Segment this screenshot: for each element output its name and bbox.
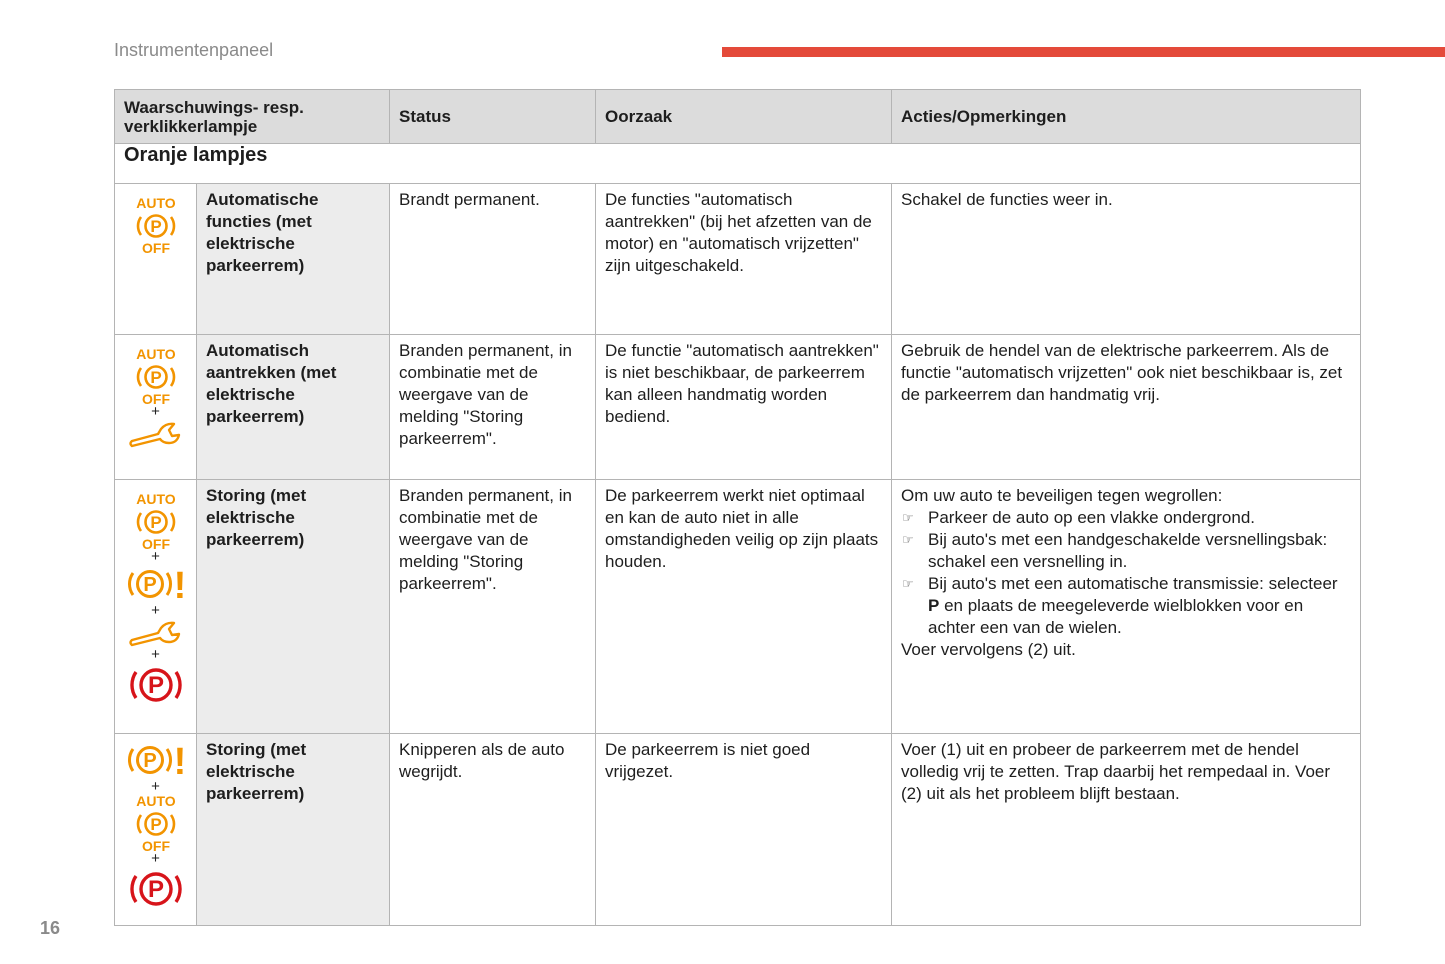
lamp-icons-cell [115, 184, 197, 335]
cause-cell: De functies "automatisch aantrekken" (bij het afzetten van de motor) en "automatisch vrijzetten" zijn uitgeschakeld. [596, 184, 892, 335]
svg-text:OFF: OFF [141, 536, 170, 550]
svg-text:P: P [149, 815, 162, 834]
svg-text:AUTO: AUTO [135, 347, 176, 362]
status-cell: Branden permanent, in combinatie met de weergave van de melding "Storing parkeerrem". [390, 480, 596, 734]
cause-cell: De parkeerrem werkt niet optimaal en kan de auto niet in alle omstandigheden veilig op zijn plaats houden. [596, 480, 892, 734]
wrench-icon [115, 618, 196, 648]
column-header-lamp: Waarschuwings- resp. verklikkerlampje [115, 90, 390, 144]
header-accent-bar [722, 47, 1445, 57]
lamp-name: Automatische functies (met elektrische parkeerrem) [197, 184, 390, 335]
park-brake-warning-icon [115, 740, 196, 780]
lamp-icons-cell [115, 480, 197, 734]
actions-intro: Om uw auto te beveiligen tegen wegrollen: [901, 486, 1223, 505]
table-row [115, 734, 1361, 926]
svg-text:AUTO: AUTO [135, 196, 176, 211]
actions-cell [892, 480, 1361, 734]
svg-text:AUTO: AUTO [135, 794, 176, 809]
svg-text:!: ! [173, 741, 186, 780]
lamp-name: Storing (met elektrische parkeerrem) [197, 480, 390, 734]
auto-park-brake-icon [115, 492, 196, 550]
table-row [115, 184, 1361, 335]
auto-park-brake-icon [115, 794, 196, 852]
svg-text:OFF: OFF [141, 391, 170, 405]
hand-bullet-icon: ☞ [902, 532, 914, 547]
list-item: ☞ Parkeer de auto op een vlakke ondergrond. [902, 508, 1256, 527]
plus-sign: + [151, 403, 160, 420]
svg-text:OFF: OFF [141, 240, 170, 254]
auto-park-brake-icon [115, 196, 196, 254]
hand-bullet-icon: ☞ [902, 576, 914, 591]
svg-text:P: P [147, 876, 164, 903]
lamp-icons-cell [115, 734, 197, 926]
hand-bullet-icon: ☞ [902, 510, 914, 525]
cause-cell: De functie "automatisch aantrekken" is niet beschikbaar, de parkeerrem kan alleen handmatig worden bediend. [596, 335, 892, 480]
park-brake-warning-icon [115, 564, 196, 604]
column-header-status: Status [390, 90, 596, 144]
warning-lamps-table [114, 89, 1361, 926]
lamp-icons-cell [115, 335, 197, 480]
table-row [115, 335, 1361, 480]
cause-cell: De parkeerrem is niet goed vrijgezet. [596, 734, 892, 926]
table-row [115, 480, 1361, 734]
table-header-row [115, 90, 1361, 144]
actions-cell: Schakel de functies weer in. [892, 184, 1361, 335]
header-title: Instrumentenpaneel [114, 40, 274, 60]
lamp-name: Automatisch aantrekken (met elektrische parkeerrem) [197, 335, 390, 480]
section-row [115, 144, 1361, 184]
status-cell: Branden permanent, in combinatie met de weergave van de melding "Storing parkeerrem". [390, 335, 596, 480]
auto-park-brake-icon [115, 347, 196, 405]
list-item: ☞ Bij auto's met een handgeschakelde versnellingsbak: schakel een versnelling in. [902, 530, 1328, 571]
plus-sign: + [151, 602, 160, 619]
svg-text:AUTO: AUTO [135, 492, 176, 507]
status-cell: Brandt permanent. [390, 184, 596, 335]
page-number: 16 [40, 918, 61, 938]
svg-text:P: P [149, 217, 162, 236]
red-park-brake-icon [115, 662, 196, 708]
section-title: Oranje lampjes [115, 144, 1361, 184]
column-header-cause: Oorzaak [596, 90, 892, 144]
column-header-actions: Acties/Opmerkingen [892, 90, 1361, 144]
svg-text:P: P [142, 574, 157, 596]
actions-outro: Voer vervolgens (2) uit. [901, 640, 1076, 659]
svg-text:P: P [147, 672, 164, 699]
actions-cell: Voer (1) uit en probeer de parkeerrem met de hendel volledig vrij te zetten. Trap daarbij het rempedaal in. Voer (2) uit als het probleem blijft bestaan. [892, 734, 1361, 926]
svg-text:P: P [142, 750, 157, 772]
status-cell: Knipperen als de auto wegrijdt. [390, 734, 596, 926]
svg-text:P: P [149, 368, 162, 387]
svg-text:OFF: OFF [141, 838, 170, 852]
wrench-icon [115, 419, 196, 449]
svg-text:!: ! [173, 565, 186, 604]
plus-sign: + [151, 646, 160, 663]
svg-text:P: P [149, 513, 162, 532]
plus-sign: + [151, 548, 160, 565]
actions-cell: Gebruik de hendel van de elektrische parkeerrem. Als de functie "automatisch vrijzetten" ook niet beschikbaar is, zet de parkeerrem dan handmatig vrij. [892, 335, 1361, 480]
lamp-name: Storing (met elektrische parkeerrem) [197, 734, 390, 926]
red-park-brake-icon [115, 866, 196, 912]
actions-list [901, 507, 1351, 639]
plus-sign: + [151, 850, 160, 867]
list-item: ☞ Bij auto's met een automatische transmissie: selecteer P en plaats de meegeleverde wielblokken voor en achter een van de wielen. [902, 574, 1338, 637]
plus-sign: + [151, 778, 160, 795]
